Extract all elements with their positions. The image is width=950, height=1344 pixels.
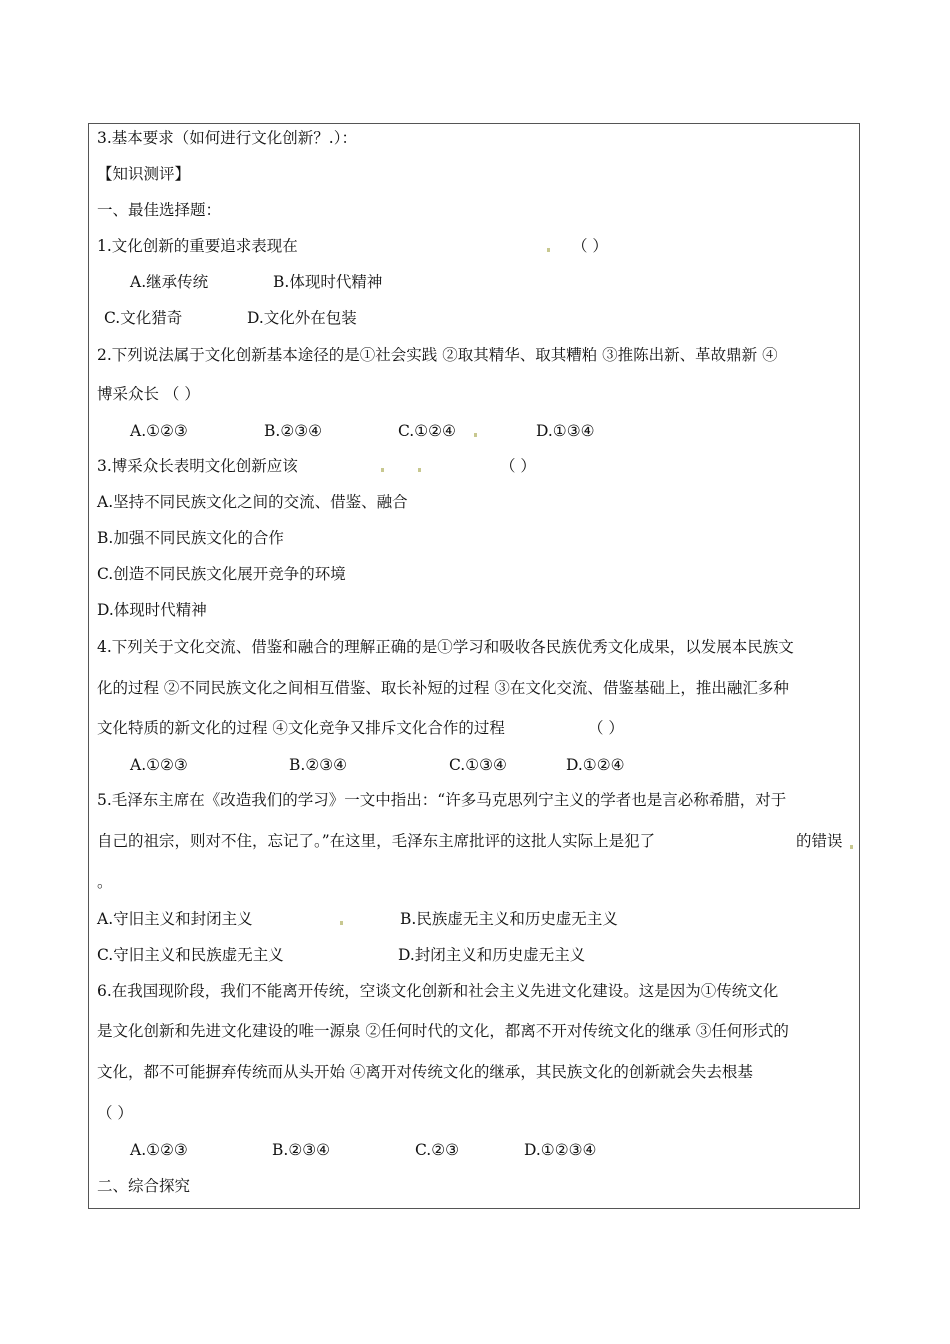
mark-dot: [474, 433, 477, 437]
q6-option-a: A.①②③: [130, 1141, 188, 1159]
q2-option-b: B.②③④: [264, 422, 323, 440]
mark-dot: [418, 468, 421, 472]
q3-answer-blank: （ ）: [500, 457, 536, 475]
mark-dot: [850, 845, 853, 849]
q4-option-d: D.①②④: [566, 756, 625, 774]
q3-option-b: B.加强不同民族文化的合作: [97, 529, 284, 547]
q6-option-d: D.①②③④: [524, 1141, 597, 1159]
q6-option-b: B.②③④: [272, 1141, 331, 1159]
q3-option-d: D.体现时代精神: [97, 601, 207, 619]
q4-stem-line1: 4.下列关于文化交流、借鉴和融合的理解正确的是①学习和吸收各民族优秀文化成果，以发展本民族文: [97, 638, 794, 656]
q5-stem-line1: 5.毛泽东主席在《改造我们的学习》一文中指出：“许多马克思列宁主义的学者也是言必称希腊，对于: [97, 791, 787, 809]
section-heading: 3.基本要求（如何进行文化创新？.）：: [97, 129, 357, 147]
q3-option-c: C.创造不同民族文化展开竞争的环境: [97, 565, 346, 583]
q4-option-b: B.②③④: [289, 756, 348, 774]
q3-option-a: A.坚持不同民族文化之间的交流、借鉴、融合: [97, 493, 408, 511]
q2-stem-line1: 2.下列说法属于文化创新基本途径的是①社会实践 ②取其精华、取其糟粕 ③推陈出新、革故鼎新 ④: [97, 346, 778, 364]
mark-dot: [547, 248, 550, 252]
q5-option-d: D.封闭主义和历史虚无主义: [398, 946, 586, 964]
q1-answer-blank: （ ）: [572, 237, 608, 255]
q2-option-a: A.①②③: [130, 422, 188, 440]
q1-option-b: B.体现时代精神: [273, 273, 383, 291]
q4-stem-line2: 化的过程 ②不同民族文化之间相互借鉴、取长补短的过程 ③在文化交流、借鉴基础上，推出融汇多种: [97, 679, 789, 697]
q2-option-c: C.①②④: [398, 422, 456, 440]
q3-stem: 3.博采众长表明文化创新应该: [97, 457, 298, 475]
q6-stem-line1: 6.在我国现阶段，我们不能离开传统，空谈文化创新和社会主义先进文化建设。这是因为①传统文化: [97, 982, 779, 1000]
q5-stem-line3: 。: [97, 873, 113, 891]
mark-dot: [381, 468, 384, 472]
q1-option-c: C.文化猎奇: [104, 309, 183, 327]
q4-stem-line3: 文化特质的新文化的过程 ④文化竞争又排斥文化合作的过程: [97, 719, 505, 737]
q4-answer-blank: （ ）: [588, 719, 624, 737]
q6-answer-blank: （ ）: [97, 1104, 133, 1122]
q5-option-c: C.守旧主义和民族虚无主义: [97, 946, 284, 964]
q4-option-c: C.①③④: [449, 756, 507, 774]
q1-option-a: A.继承传统: [130, 273, 209, 291]
q5-option-a: A.守旧主义和封闭主义: [97, 910, 253, 928]
q6-option-c: C.②③: [415, 1141, 460, 1159]
q5-stem-line2: 自己的祖宗，则对不住，忘记了。”在这里，毛泽东主席批评的这批人实际上是犯了: [97, 832, 656, 850]
mark-dot: [340, 921, 343, 925]
q4-option-a: A.①②③: [130, 756, 188, 774]
part2-title: 二、综合探究: [97, 1177, 191, 1195]
q2-stem-line2: 博采众长 （ ）: [97, 385, 200, 403]
test-title: 【知识测评】: [97, 165, 191, 183]
q6-stem-line3: 文化，都不可能摒弃传统而从头开始 ④离开对传统文化的继承，其民族文化的创新就会失去根基: [97, 1063, 753, 1081]
q1-option-d: D.文化外在包装: [247, 309, 357, 327]
q5-stem-line2-end: 的错误: [796, 832, 843, 850]
q1-stem: 1.文化创新的重要追求表现在: [97, 237, 298, 255]
q5-option-b: B.民族虚无主义和历史虚无主义: [400, 910, 618, 928]
q2-option-d: D.①③④: [536, 422, 595, 440]
part1-title: 一、最佳选择题：: [97, 201, 222, 219]
q6-stem-line2: 是文化创新和先进文化建设的唯一源泉 ②任何时代的文化，都离不开对传统文化的继承 ③任何形式的: [97, 1022, 789, 1040]
